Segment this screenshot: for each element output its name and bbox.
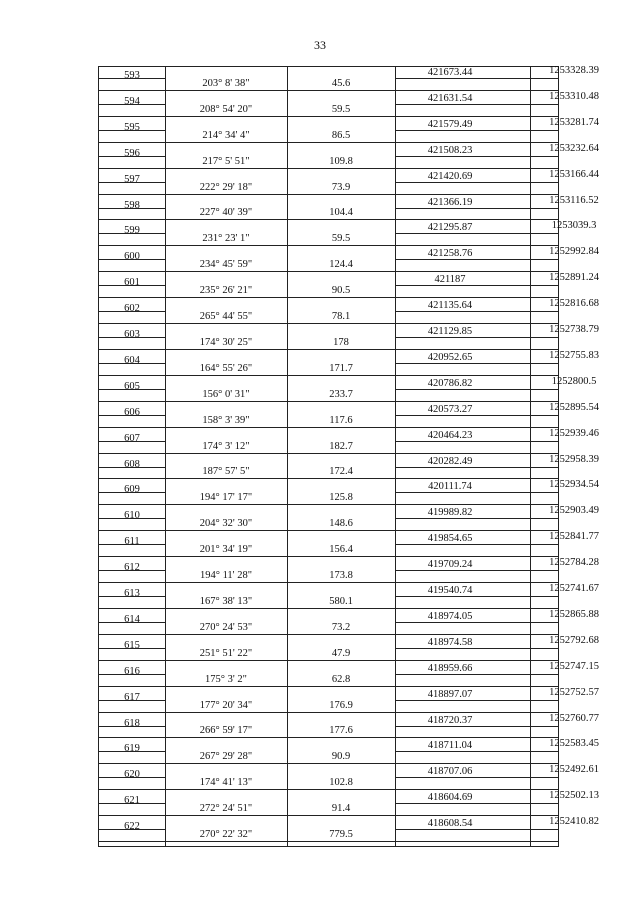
y-coordinate: 1252760.77 [549, 712, 599, 724]
distance-value: 172.4 [329, 466, 353, 478]
point-number: 602 [124, 303, 140, 315]
x-coordinate: 418707.06 [427, 766, 473, 778]
bearing-value: 270° 22' 32" [199, 829, 253, 841]
distance-value: 102.8 [329, 777, 353, 789]
bearing-value: 158° 3' 39" [202, 414, 250, 426]
y-coordinate: 1252891.24 [549, 272, 599, 284]
y-coordinate: 1252741.67 [549, 583, 599, 594]
row-divider [165, 349, 395, 350]
bearing-value: 231° 23' 1" [202, 233, 250, 245]
bearing-value: 235° 26' 21" [199, 285, 253, 297]
row-divider [165, 789, 395, 790]
row-divider [165, 245, 395, 246]
bearing-value: 174° 41' 13" [199, 777, 253, 789]
row-divider [99, 90, 165, 91]
row-divider [99, 763, 165, 764]
x-coordinate: 421295.87 [427, 222, 473, 234]
point-number: 612 [124, 562, 140, 574]
row-divider [165, 712, 395, 713]
bearing-value: 272° 24' 51" [199, 803, 253, 815]
row-divider [165, 608, 395, 609]
row-divider [99, 194, 165, 195]
bearing-value: 208° 54' 20" [199, 103, 253, 115]
y-coordinate: 1253281.74 [549, 116, 599, 128]
row-divider [99, 142, 165, 143]
point-number: 621 [124, 795, 140, 807]
y-coordinate: 1252903.49 [549, 505, 599, 517]
x-coordinate: 421631.54 [427, 92, 473, 104]
y-coordinate: 1252755.83 [549, 349, 599, 361]
row-divider [99, 686, 165, 687]
y-coordinate: 1252410.82 [549, 816, 599, 828]
distance-value: 91.4 [331, 803, 351, 815]
y-coordinate: 1253166.44 [549, 168, 599, 180]
distance-value: 171.7 [329, 362, 353, 374]
row-divider [99, 219, 165, 220]
row-divider [165, 556, 395, 557]
bearing-value: 222° 29' 18" [199, 181, 253, 193]
x-coordinate: 421579.49 [427, 118, 473, 130]
point-number: 604 [124, 354, 140, 366]
point-number: 613 [124, 588, 140, 599]
row-divider [165, 815, 395, 816]
point-number: 597 [124, 173, 140, 185]
row-divider [99, 582, 165, 583]
point-number: 594 [124, 95, 140, 107]
point-number: 616 [124, 665, 140, 677]
row-divider [99, 634, 165, 635]
y-coordinate: 1252784.28 [549, 557, 599, 569]
distance-value: 173.8 [329, 570, 353, 582]
point-number: 620 [124, 769, 140, 781]
y-coordinate: 1253039.3 [551, 220, 597, 232]
distance-value: 109.8 [329, 155, 353, 167]
x-coordinate: 419989.82 [427, 507, 473, 519]
row-divider [165, 530, 395, 531]
distance-value: 156.4 [329, 544, 353, 556]
distance-value: 45.6 [331, 77, 351, 89]
row-divider [99, 349, 165, 350]
distance-value: 59.5 [331, 233, 351, 245]
distance-value: 182.7 [329, 440, 353, 452]
x-coordinate: 420786.82 [427, 377, 473, 389]
point-number: 599 [124, 225, 140, 237]
bearing-value: 204° 32' 30" [199, 518, 253, 530]
row-divider [165, 401, 395, 402]
row-divider [395, 841, 558, 842]
y-coordinate: 1252800.5 [551, 375, 597, 387]
x-coordinate: 418711.04 [427, 740, 473, 752]
row-divider [99, 427, 165, 428]
x-coordinate: 420282.49 [427, 455, 473, 467]
point-number: 601 [124, 277, 140, 289]
x-coordinate: 420111.74 [428, 481, 472, 493]
distance-value: 104.4 [329, 207, 353, 219]
row-divider [165, 660, 395, 661]
row-divider [165, 686, 395, 687]
x-coordinate: 420573.27 [427, 403, 473, 415]
bearing-value: 194° 17' 17" [199, 492, 253, 504]
row-divider [165, 453, 395, 454]
x-coordinate: 418959.66 [427, 662, 473, 674]
point-number: 605 [124, 380, 140, 392]
y-coordinate: 1252747.15 [549, 660, 599, 672]
x-coordinate: 419709.24 [427, 559, 473, 571]
bearing-value: 234° 45' 59" [199, 259, 253, 271]
row-divider [165, 271, 395, 272]
bearing-value: 266° 59' 17" [199, 725, 253, 737]
y-coordinate: 1252502.13 [549, 790, 599, 802]
x-coordinate: 419854.65 [427, 533, 473, 545]
x-coordinate: 420952.65 [427, 351, 473, 363]
y-coordinate: 1252841.77 [549, 531, 599, 543]
x-coordinate: 421366.19 [427, 196, 473, 208]
x-coordinate: 421508.23 [427, 144, 473, 156]
distance-value: 233.7 [329, 388, 353, 400]
distance-value: 90.9 [331, 751, 351, 763]
row-divider [165, 142, 395, 143]
row-divider [165, 297, 395, 298]
point-number: 600 [124, 251, 140, 263]
point-number: 615 [124, 639, 140, 651]
bearing-value: 177° 20' 34" [199, 699, 253, 711]
x-coordinate: 418720.37 [427, 714, 473, 726]
point-number: 595 [124, 121, 140, 133]
page-number: 33 [314, 38, 326, 52]
row-divider [99, 271, 165, 272]
bearing-value: 227° 40' 39" [199, 207, 253, 219]
distance-value: 124.4 [329, 259, 353, 271]
y-coordinate: 1252865.88 [549, 608, 599, 620]
y-coordinate: 1252992.84 [549, 246, 599, 258]
x-coordinate: 421187 [434, 274, 466, 286]
y-coordinate: 1252895.54 [549, 401, 599, 413]
x-coordinate: 421673.44 [427, 67, 473, 78]
row-divider [165, 478, 395, 479]
bearing-value: 167° 38' 13" [199, 595, 253, 607]
bearing-value: 194° 11' 28" [200, 570, 252, 582]
row-divider [99, 478, 165, 479]
distance-value: 125.8 [329, 492, 353, 504]
distance-value: 779.5 [329, 829, 353, 841]
row-divider [165, 634, 395, 635]
y-coordinate: 1253232.64 [549, 142, 599, 154]
x-coordinate: 419540.74 [427, 585, 473, 596]
row-divider [165, 194, 395, 195]
distance-value: 580.1 [329, 595, 353, 607]
point-number: 622 [124, 821, 140, 833]
point-number: 619 [124, 743, 140, 755]
y-coordinate: 1253116.52 [549, 194, 599, 206]
y-coordinate: 1252492.61 [549, 764, 599, 776]
row-divider [99, 789, 165, 790]
x-coordinate: 421258.76 [427, 248, 473, 260]
row-divider [99, 737, 165, 738]
distance-value: 178 [333, 336, 349, 348]
coordinate-table [98, 65, 599, 847]
distance-value: 47.9 [331, 647, 351, 659]
row-divider [99, 608, 165, 609]
point-number: 617 [124, 691, 140, 703]
point-number: 614 [124, 613, 140, 625]
row-divider [99, 841, 165, 842]
row-divider [99, 297, 165, 298]
bearing-value: 187° 57' 5" [202, 466, 250, 478]
row-divider [165, 841, 395, 842]
x-coordinate: 421129.85 [427, 326, 473, 337]
x-coordinate: 418897.07 [427, 688, 473, 700]
bearing-value: 164° 55' 26" [199, 362, 253, 374]
row-divider [99, 660, 165, 661]
y-coordinate: 1252583.45 [549, 738, 599, 750]
distance-value: 148.6 [329, 518, 353, 530]
row-divider [165, 90, 395, 91]
bearing-value: 174° 3' 12" [202, 440, 250, 452]
y-coordinate: 1253310.48 [549, 90, 599, 102]
row-divider [99, 530, 165, 531]
row-divider [99, 556, 165, 557]
x-coordinate: 418974.05 [427, 610, 473, 622]
y-coordinate: 1252934.54 [549, 479, 599, 491]
bearing-value: 265° 44' 55" [199, 311, 253, 323]
row-divider [99, 375, 165, 376]
bearing-value: 203° 8' 38" [202, 77, 250, 89]
row-divider [165, 763, 395, 764]
distance-value: 73.2 [331, 621, 351, 633]
row-divider [99, 116, 165, 117]
row-divider [99, 453, 165, 454]
row-divider [99, 504, 165, 505]
distance-value: 117.6 [329, 414, 353, 426]
x-coordinate: 421135.64 [427, 300, 473, 312]
bearing-value: 217° 5' 51" [202, 155, 250, 167]
bearing-value: 174° 30' 25" [199, 336, 253, 348]
row-divider [99, 323, 165, 324]
row-divider [165, 219, 395, 220]
point-number: 611 [124, 536, 140, 548]
x-coordinate: 418604.69 [427, 792, 473, 804]
x-coordinate: 421420.69 [427, 170, 473, 182]
bearing-value: 214° 34' 4" [202, 129, 250, 141]
point-number: 609 [124, 484, 140, 496]
point-number: 606 [124, 406, 140, 418]
distance-value: 78.1 [331, 311, 351, 323]
row-divider [165, 504, 395, 505]
row-divider [99, 815, 165, 816]
point-number: 603 [124, 329, 140, 340]
y-coordinate: 1252816.68 [549, 298, 599, 310]
row-divider [99, 168, 165, 169]
y-coordinate: 1252939.46 [549, 427, 599, 439]
y-coordinate: 1253328.39 [549, 65, 599, 76]
point-number: 608 [124, 458, 140, 470]
bearing-value: 201° 34' 19" [199, 544, 253, 556]
row-divider [99, 245, 165, 246]
distance-value: 73.9 [331, 181, 351, 193]
row-divider [165, 168, 395, 169]
distance-value: 59.5 [331, 103, 351, 115]
x-coordinate: 420464.23 [427, 429, 473, 441]
distance-value: 86.5 [331, 129, 351, 141]
row-divider [165, 323, 395, 324]
row-divider [99, 401, 165, 402]
y-coordinate: 1252792.68 [549, 634, 599, 646]
row-divider [165, 116, 395, 117]
y-coordinate: 1252738.79 [549, 324, 599, 335]
bearing-value: 251° 51' 22" [199, 647, 253, 659]
bearing-value: 156° 0' 31" [202, 388, 250, 400]
point-number: 610 [124, 510, 140, 522]
row-divider [165, 582, 395, 583]
x-coordinate: 418608.54 [427, 818, 473, 830]
distance-value: 177.6 [329, 725, 353, 737]
distance-value: 62.8 [331, 673, 351, 685]
row-divider [165, 737, 395, 738]
row-divider [99, 712, 165, 713]
row-divider [165, 375, 395, 376]
bearing-value: 270° 24' 53" [199, 621, 253, 633]
distance-value: 176.9 [329, 699, 353, 711]
point-number: 598 [124, 199, 140, 211]
bearing-value: 175° 3' 2" [205, 673, 247, 685]
row-divider [165, 427, 395, 428]
point-number: 596 [124, 147, 140, 159]
y-coordinate: 1252752.57 [549, 686, 599, 698]
bearing-value: 267° 29' 28" [199, 751, 253, 763]
point-number: 618 [124, 717, 140, 729]
point-number: 593 [124, 70, 140, 81]
point-number: 607 [124, 432, 140, 444]
y-coordinate: 1252958.39 [549, 453, 599, 465]
x-coordinate: 418974.58 [427, 636, 473, 648]
distance-value: 90.5 [331, 285, 351, 297]
